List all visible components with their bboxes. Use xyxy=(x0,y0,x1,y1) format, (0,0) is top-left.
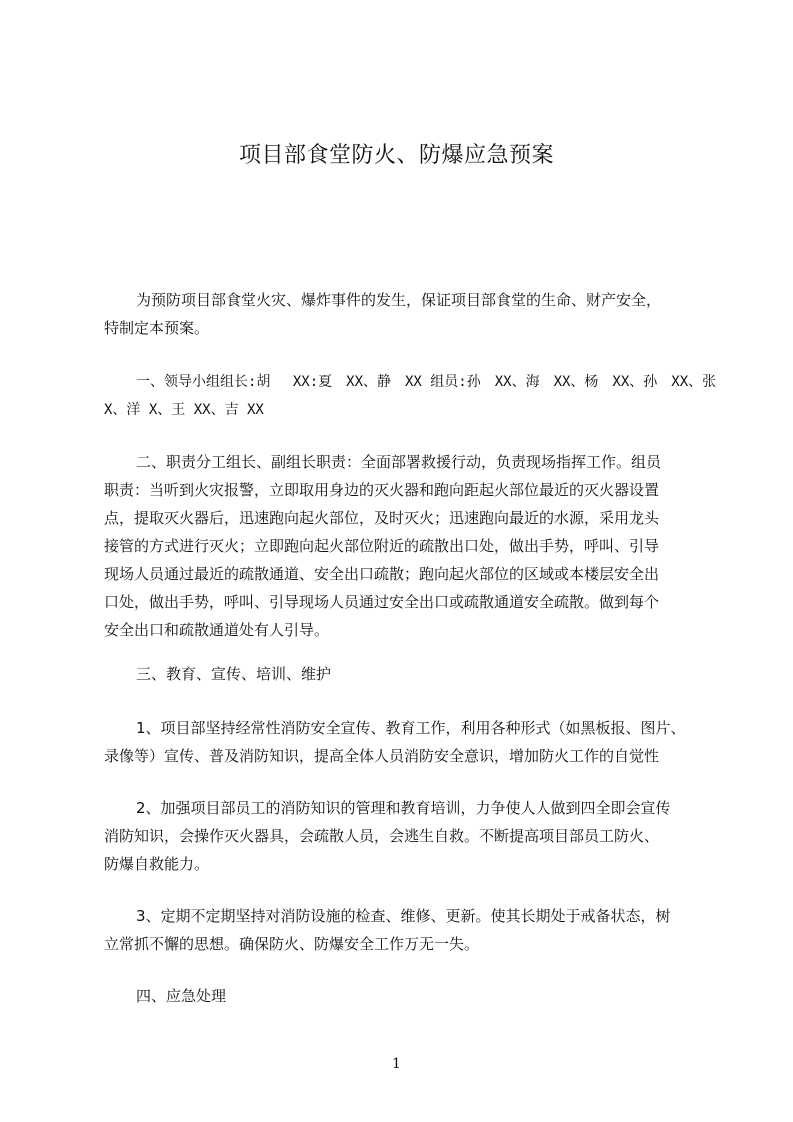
text-line: 立常抓不懈的思想。确保防火、防爆安全工作万无一失。 xyxy=(104,935,480,953)
section-heading: 三、教育、宣传、培训、维护 xyxy=(136,665,332,683)
paragraph-duties xyxy=(104,448,704,644)
text-line: 录像等）宣传、普及消防知识，提高全体人员消防安全意识，增加防火工作的自觉性 xyxy=(104,747,660,765)
paragraph-item-3 xyxy=(104,902,704,958)
page-number: 1 xyxy=(392,1056,401,1072)
text-line: 一、领导小组组长:胡 XX:夏 XX、静 XX 组员:孙 XX、海 XX、杨 XX、孙 XX、张 xyxy=(136,374,717,390)
paragraph-purpose xyxy=(104,286,704,342)
text-line: 安全出口和疏散通道处有人引导。 xyxy=(104,621,330,639)
section-heading-education xyxy=(104,660,704,688)
text-line: 2、加强项目部员工的消防知识的管理和教育培训，力争使人人做到四全即会宣传 xyxy=(136,799,671,817)
text-line: 点，提取灭火器后，迅速跑向起火部位，及时灭火；迅速跑向最近的水源，采用龙头 xyxy=(104,509,660,527)
section-heading: 四、应急处理 xyxy=(136,987,227,1005)
text-line: 为预防项目部食堂火灾、爆炸事件的发生，保证项目部食堂的生命、财产安全， xyxy=(136,291,662,309)
text-line: 接管的方式进行灭火；立即跑向起火部位附近的疏散出口处，做出手势，呼叫、引导 xyxy=(104,537,660,555)
text-line: 特制定本预案。 xyxy=(104,319,210,337)
text-line: 消防知识，会操作灭火器具，会疏散人员，会逃生自救。不断提高项目部员工防火、 xyxy=(104,827,660,845)
text-line: 口处，做出手势，呼叫、引导现场人员通过安全出口或疏散通道安全疏散。做到每个 xyxy=(104,593,660,611)
paragraph-item-1 xyxy=(104,714,704,770)
text-line: 防爆自救能力。 xyxy=(104,855,210,873)
text-line: 1、项目部坚持经常性消防安全宣传、教育工作，利用各种形式（如黑板报、图片、 xyxy=(136,719,686,737)
document-title: 项目部食堂防火、防爆应急预案 xyxy=(238,143,554,168)
text-line: 二、职责分工组长、副组长职责：全面部署救援行动，负责现场指挥工作。组员 xyxy=(136,453,662,471)
paragraph-leadership-group xyxy=(104,368,717,424)
text-line: 3、定期不定期坚持对消防设施的检查、维修、更新。使其长期处于戒备状态，树 xyxy=(136,907,671,925)
text-line: X、洋 X、王 XX、吉 XX xyxy=(104,402,264,418)
text-line: 职责：当听到火灾报警，立即取用身边的灭火器和跑向距起火部位最近的灭火器设置 xyxy=(104,481,660,499)
section-heading-emergency xyxy=(104,982,704,1010)
paragraph-item-2 xyxy=(104,794,704,878)
text-line: 现场人员通过最近的疏散通道、安全出口疏散；跑向起火部位的区域或本楼层安全出 xyxy=(104,565,660,583)
